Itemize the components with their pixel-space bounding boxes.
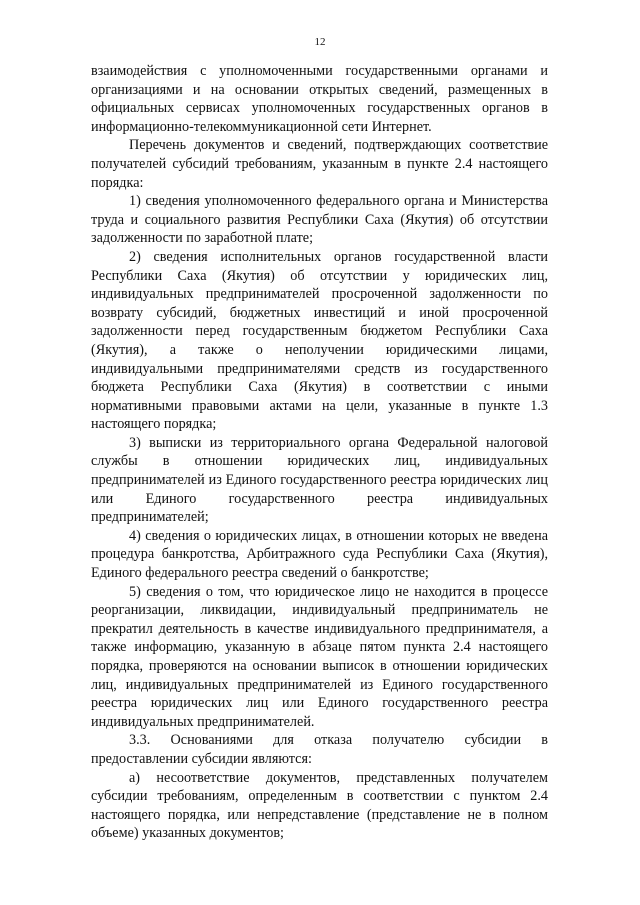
list-item-3: 3) выписки из территориального органа Федеральной налоговой службы в отношении юридических лиц, индивидуальных предпринимателей из Единого государственного реестра юридических лиц или Единого государственного реестра индивидуальных предпринимателей; bbox=[91, 434, 548, 526]
paragraph-continuation: взаимодействия с уполномоченными государственными органами и организациями и на основании открытых сведений, размещенных в официальных сервисах уполномоченных государственных органов в информационно-телекоммуникационной сети Интернет. bbox=[91, 63, 548, 135]
section-3-3-heading-paragraph: 3.3. Основаниями для отказа получателю субсидии в предоставлении субсидии являются: bbox=[91, 732, 548, 767]
list-item-2: 2) сведения исполнительных органов государственной власти Республики Саха (Якутия) об отсутствии у юридических лиц, индивидуальных предпринимателей просроченной задолженности по возврату субсидий, бюджетных инвестиций и иной просроченной задолженности перед государственным бюджетом Республики Саха (Якутия), а также о неполучении юридическими лицами, индивидуальными предпринимателями средств из государственного бюджета Республики Саха (Якутия) в соответствии с иными нормативными правовыми актами на цели, указанные в пункте 1.3 настоящего порядка; bbox=[91, 248, 548, 433]
list-item-a: а) несоответствие документов, представленных получателем субсидии требованиям, определенным в соответствии с пунктом 2.4 настоящего порядка, или непредставление (представление не в полном объеме) указанных документов; bbox=[91, 769, 548, 842]
page-number: 12 bbox=[314, 36, 326, 48]
list-item-1: 1) сведения уполномоченного федерального органа и Министерства труда и социального развития Республики Саха (Якутия) об отсутствии задолженности по заработной плате; bbox=[91, 193, 548, 247]
paragraph-documents-list-intro: Перечень документов и сведений, подтверждающих соответствие получателей субсидий требованиям, указанным в пункте 2.4 настоящего порядка: bbox=[91, 137, 548, 191]
document-body bbox=[91, 62, 548, 843]
list-item-4: 4) сведения о юридических лицах, в отношении которых не введена процедура банкротства, Арбитражного суда Республики Саха (Якутия), Единого федерального реестра сведений о банкротстве; bbox=[91, 527, 548, 582]
list-item-5: 5) сведения о том, что юридическое лицо не находится в процессе реорганизации, ликвидации, индивидуальный предприниматель не прекратил деятельность в качестве индивидуального предпринимателя, а также информацию, указанную в абзаце пятом пункта 2.4 настоящего порядка, проверяются на основании выписок в отношении юридических лиц, индивидуальных предпринимателей из Единого государственного реестра юридических лиц или Единого государственного реестра индивидуальных предпринимателей. bbox=[91, 583, 548, 730]
